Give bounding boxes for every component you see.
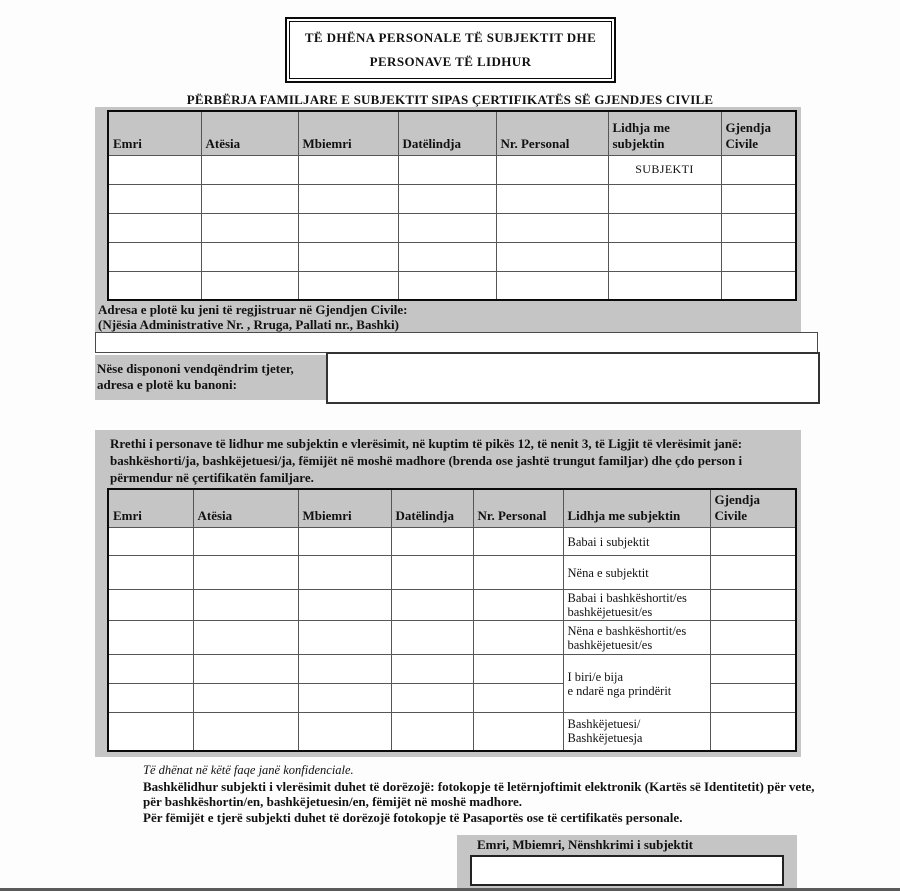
- cell-input[interactable]: [201, 213, 298, 242]
- cell-input[interactable]: [721, 271, 796, 300]
- passport-note: Për fëmijët e tjerë subjekti duhet të dorëzojë fotokopje të Pasaportës ose të certifikatës personale.: [143, 809, 683, 825]
- relation-cell: Nëna e subjektit: [563, 556, 710, 590]
- cell-input[interactable]: [391, 713, 473, 751]
- table-row: [108, 590, 796, 621]
- cell-input[interactable]: [193, 528, 298, 556]
- cell-input[interactable]: [608, 213, 721, 242]
- signature-input[interactable]: [470, 855, 784, 886]
- column-header-mbiemri: Mbiemri: [298, 489, 391, 528]
- cell-input[interactable]: [108, 556, 193, 590]
- relation-line: I biri/e bija: [567, 669, 624, 684]
- title-box: [285, 17, 616, 83]
- address-label-line2: (Njësia Administrative Nr. , Rruga, Pallati nr., Bashki): [98, 317, 399, 332]
- cell-input[interactable]: [108, 271, 201, 300]
- cell-input[interactable]: [721, 155, 796, 184]
- cell-input[interactable]: [473, 590, 563, 621]
- cell-input[interactable]: [496, 184, 608, 213]
- cell-input[interactable]: [298, 184, 398, 213]
- cell-input[interactable]: [710, 684, 796, 713]
- relation-cell: [563, 621, 710, 655]
- table-row: [108, 242, 796, 271]
- relation-line: Nëna e bashkëshortit/es: [567, 623, 687, 638]
- table-row: [108, 621, 796, 655]
- cell-input[interactable]: [201, 242, 298, 271]
- cell-input[interactable]: [496, 155, 608, 184]
- notes-block: [143, 763, 815, 825]
- cell-input[interactable]: [473, 655, 563, 684]
- cell-input[interactable]: [201, 155, 298, 184]
- relation-line: Babai i bashkëshortit/es: [567, 591, 687, 605]
- relation-line: Bashkëjetuesja: [567, 731, 643, 746]
- cell-input[interactable]: [298, 213, 398, 242]
- column-header-emri: Emri: [108, 489, 193, 528]
- cell-input[interactable]: [298, 713, 391, 751]
- other-residence-label-line1: Nëse dispononi vendqëndrim tjeter,: [97, 361, 294, 376]
- cell-input[interactable]: [193, 655, 298, 684]
- cell-input[interactable]: [608, 184, 721, 213]
- cell-input[interactable]: [608, 271, 721, 300]
- subject-relation-cell: SUBJEKTI: [608, 155, 721, 184]
- cell-input[interactable]: [473, 556, 563, 590]
- cell-input[interactable]: [298, 590, 391, 621]
- title-box-inner: [289, 21, 612, 79]
- cell-input[interactable]: [108, 184, 201, 213]
- cell-input[interactable]: [473, 684, 563, 713]
- cell-input[interactable]: [108, 590, 193, 621]
- address-input[interactable]: [95, 332, 818, 353]
- cell-input[interactable]: [201, 271, 298, 300]
- cell-input[interactable]: [201, 184, 298, 213]
- cell-input[interactable]: [108, 155, 201, 184]
- relation-cell: [563, 713, 710, 751]
- cell-input[interactable]: [193, 556, 298, 590]
- cell-input[interactable]: [398, 242, 496, 271]
- column-header-atesia: Atësia: [201, 111, 298, 155]
- confidential-note: Të dhënat në këtë faqe janë konfidenciale.: [143, 763, 354, 777]
- other-residence-label-line2: adresa e plotë ku banoni:: [97, 377, 237, 392]
- cell-input[interactable]: [298, 621, 391, 655]
- table-row: [108, 155, 796, 184]
- cell-input[interactable]: [298, 242, 398, 271]
- relation-cell-child: [563, 655, 710, 713]
- cell-input[interactable]: [298, 655, 391, 684]
- other-residence-label: [95, 355, 326, 400]
- cell-input[interactable]: [108, 684, 193, 713]
- relation-line: bashkëjetuesit/es: [567, 637, 653, 652]
- cell-input[interactable]: [108, 713, 193, 751]
- cell-input[interactable]: [710, 655, 796, 684]
- relation-cell: [563, 590, 710, 621]
- family-table: [107, 110, 797, 301]
- cell-input[interactable]: [473, 713, 563, 751]
- cell-input[interactable]: [710, 528, 796, 556]
- table-row: [108, 556, 796, 590]
- column-header-mbiemri: Mbiemri: [298, 111, 398, 155]
- cell-input[interactable]: [108, 655, 193, 684]
- table-row: [108, 713, 796, 751]
- page-title-line1: TË DHËNA PERSONALE TË SUBJEKTIT DHE: [304, 30, 597, 45]
- cell-input[interactable]: [496, 213, 608, 242]
- relation-cell: Babai i subjektit: [563, 528, 710, 556]
- column-header-nr-personal: Nr. Personal: [473, 489, 563, 528]
- relation-line: e ndarë nga prindërit: [567, 683, 672, 698]
- column-header-datelindja: Datëlindja: [398, 111, 496, 155]
- address-label-line1: Adresa e plotë ku jeni të regjistruar në Gjendjen Civile:: [98, 302, 408, 317]
- cell-input[interactable]: [391, 621, 473, 655]
- related-persons-table: [107, 488, 797, 752]
- page-bottom-divider: [0, 888, 900, 891]
- table-row: [108, 184, 796, 213]
- attachment-note: Bashkëlidhur subjekti i vlerësimit duhet të dorëzojë: fotokopje të letërnjoftimit elektronik (Kartës së Identitetit) për vete, për bashkëshortin/en, bashkëjetuesin/en, fëmijët në moshë madhore.: [143, 778, 815, 809]
- cell-input[interactable]: [710, 621, 796, 655]
- column-header-atesia: Atësia: [193, 489, 298, 528]
- cell-input[interactable]: [298, 684, 391, 713]
- family-table-header-row: [108, 111, 796, 155]
- cell-input[interactable]: [473, 621, 563, 655]
- cell-input[interactable]: [108, 213, 201, 242]
- cell-input[interactable]: [298, 155, 398, 184]
- cell-input[interactable]: [108, 242, 201, 271]
- cell-input[interactable]: [193, 590, 298, 621]
- column-header-nr-personal: Nr. Personal: [496, 111, 608, 155]
- family-section-heading: PËRBËRJA FAMILJARE E SUBJEKTIT SIPAS ÇERTIFIKATËS SË GJENDJES CIVILE: [186, 92, 714, 107]
- cell-input[interactable]: [710, 556, 796, 590]
- column-header-emri: Emri: [108, 111, 201, 155]
- cell-input[interactable]: [496, 271, 608, 300]
- cell-input[interactable]: [298, 271, 398, 300]
- cell-input[interactable]: [721, 242, 796, 271]
- cell-input[interactable]: [391, 556, 473, 590]
- cell-input[interactable]: [398, 271, 496, 300]
- signature-box: [457, 835, 797, 888]
- column-header-lidhja: Lidhja me subjektin: [608, 111, 721, 155]
- relation-line: bashkëjetuesit/es: [567, 605, 653, 619]
- cell-input[interactable]: [496, 242, 608, 271]
- related-section-intro: Rrethi i personave të lidhur me subjektin e vlerësimit, në kuptim të pikës 12, të nenit 3, të Ligjit të vlerësimit janë: bashkëshorti/ja, bashkëjetuesi/ja, fëmijët në moshë madhore (brenda ose jashtë trungut familjar) dhe çdo person i përmendur në çertifikatën familjare.: [110, 436, 743, 485]
- column-header-datelindja: Datëlindja: [391, 489, 473, 528]
- cell-input[interactable]: [473, 528, 563, 556]
- cell-input[interactable]: [398, 213, 496, 242]
- cell-input[interactable]: [193, 621, 298, 655]
- cell-input[interactable]: [298, 528, 391, 556]
- cell-input[interactable]: [710, 713, 796, 751]
- cell-input[interactable]: [391, 528, 473, 556]
- table-row: [108, 655, 796, 684]
- cell-input[interactable]: [608, 242, 721, 271]
- address-label: [98, 302, 407, 332]
- cell-input[interactable]: [391, 590, 473, 621]
- cell-input[interactable]: [298, 556, 391, 590]
- related-table-header-row: [108, 489, 796, 528]
- cell-input[interactable]: [108, 621, 193, 655]
- column-header-gjendja: Gjendja Civile: [721, 111, 796, 155]
- cell-input[interactable]: [391, 655, 473, 684]
- table-row: [108, 213, 796, 242]
- relation-line: Bashkëjetuesi/: [567, 717, 641, 732]
- cell-input[interactable]: [398, 184, 496, 213]
- table-row: [108, 271, 796, 300]
- cell-input[interactable]: [108, 528, 193, 556]
- cell-input[interactable]: [721, 213, 796, 242]
- cell-input[interactable]: [193, 684, 298, 713]
- cell-input[interactable]: [398, 155, 496, 184]
- signature-label: Emri, Mbiemri, Nënshkrimi i subjektit: [477, 837, 693, 852]
- cell-input[interactable]: [193, 713, 298, 751]
- page-title-line2: PERSONAVE TË LIDHUR: [369, 54, 532, 69]
- column-header-lidhja: Lidhja me subjektin: [563, 489, 710, 528]
- cell-input[interactable]: [710, 590, 796, 621]
- cell-input[interactable]: [391, 684, 473, 713]
- other-residence-input[interactable]: [326, 352, 820, 404]
- cell-input[interactable]: [721, 184, 796, 213]
- column-header-gjendja: Gjendja Civile: [710, 489, 796, 528]
- table-row: [108, 528, 796, 556]
